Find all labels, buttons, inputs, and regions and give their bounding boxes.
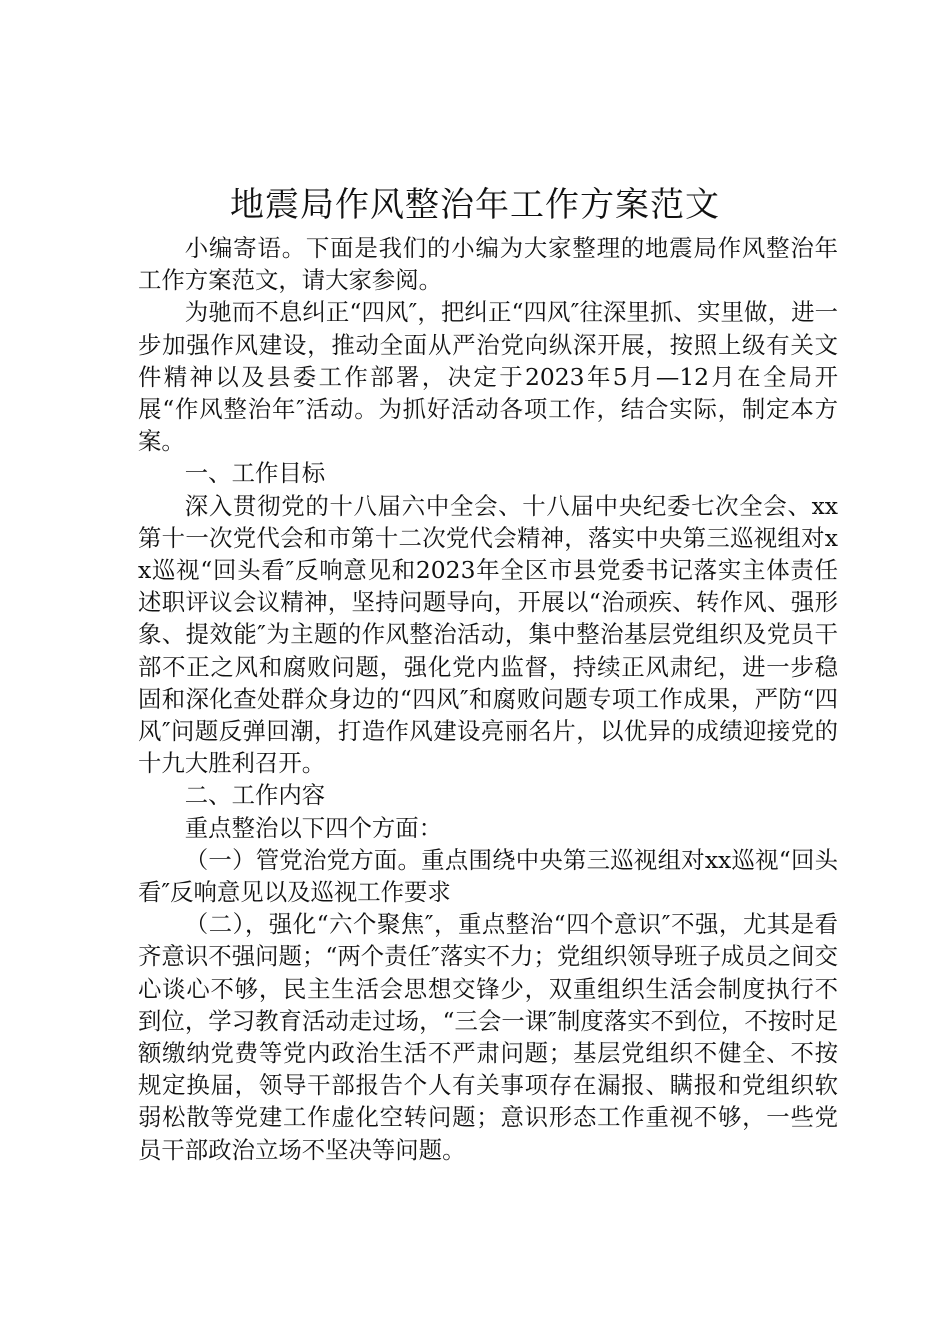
document-title: 地震局作风整治年工作方案范文 <box>230 185 720 225</box>
section-heading-content: 二、工作内容 <box>184 781 326 810</box>
preamble-paragraph: 为驰而不息纠正“四风″，把纠正“四风″往深里抓、实里做，进一步加强作风建设，推动全面从严治党向纵深开展，按照上级有关文件精神以及县委工作部署，决定于2023年5月—12月在全局开展“作风整治年″活动。为抓好活动各项工作，结合实际，制定本方案。 <box>138 298 838 456</box>
item-one-paragraph: （一）管党治党方面。重点围绕中央第三巡视组对xx巡视“回头看″反响意见以及巡视工作要求 <box>138 845 838 907</box>
intro-paragraph: 小编寄语。下面是我们的小编为大家整理的地震局作风整治年工作方案范文，请大家参阅。 <box>138 234 838 295</box>
item-two-paragraph: （二），强化“六个聚焦″，重点整治“四个意识″不强，尤其是看齐意识不强问题；“两个责任″落实不力；党组织领导班子成员之间交心谈心不够，民主生活会思想交锋少，双重组织生活会制度执行不到位，学习教育活动走过场，“三会一课″制度落实不到位，不按时足额缴纳党费等党内政治生活不严肃问题；基层党组织不健全、不按规定换届，领导干部报告个人有关事项存在漏报、瞒报和党组织软弱松散等党建工作虚化空转问题；意识形态工作重视不够，一些党员干部政治立场不坚决等问题。 <box>138 910 838 1164</box>
goals-paragraph: 深入贯彻党的十八届六中全会、十八届中央纪委七次全会、xx第十一次党代会和市第十二次党代会精神，落实中央第三巡视组对xx巡视“回头看″反响意见和2023年全区市县党委书记落实主体责任述职评议会议精神，坚持问题导向，开展以“治顽疾、转作风、强形象、提效能″为主题的作风整治活动，集中整治基层党组织及党员干部不正之风和腐败问题，强化党内监督，持续正风肃纪，进一步稳固和深化查处群众身边的“四风″和腐败问题专项工作成果，严防“四风″问题反弹回潮，打造作风建设亮丽名片，以优异的成绩迎接党的十九大胜利召开。 <box>138 491 838 778</box>
content-intro-paragraph: 重点整治以下四个方面： <box>184 813 443 842</box>
document-body <box>138 232 838 1166</box>
section-heading-goals: 一、工作目标 <box>184 459 326 488</box>
